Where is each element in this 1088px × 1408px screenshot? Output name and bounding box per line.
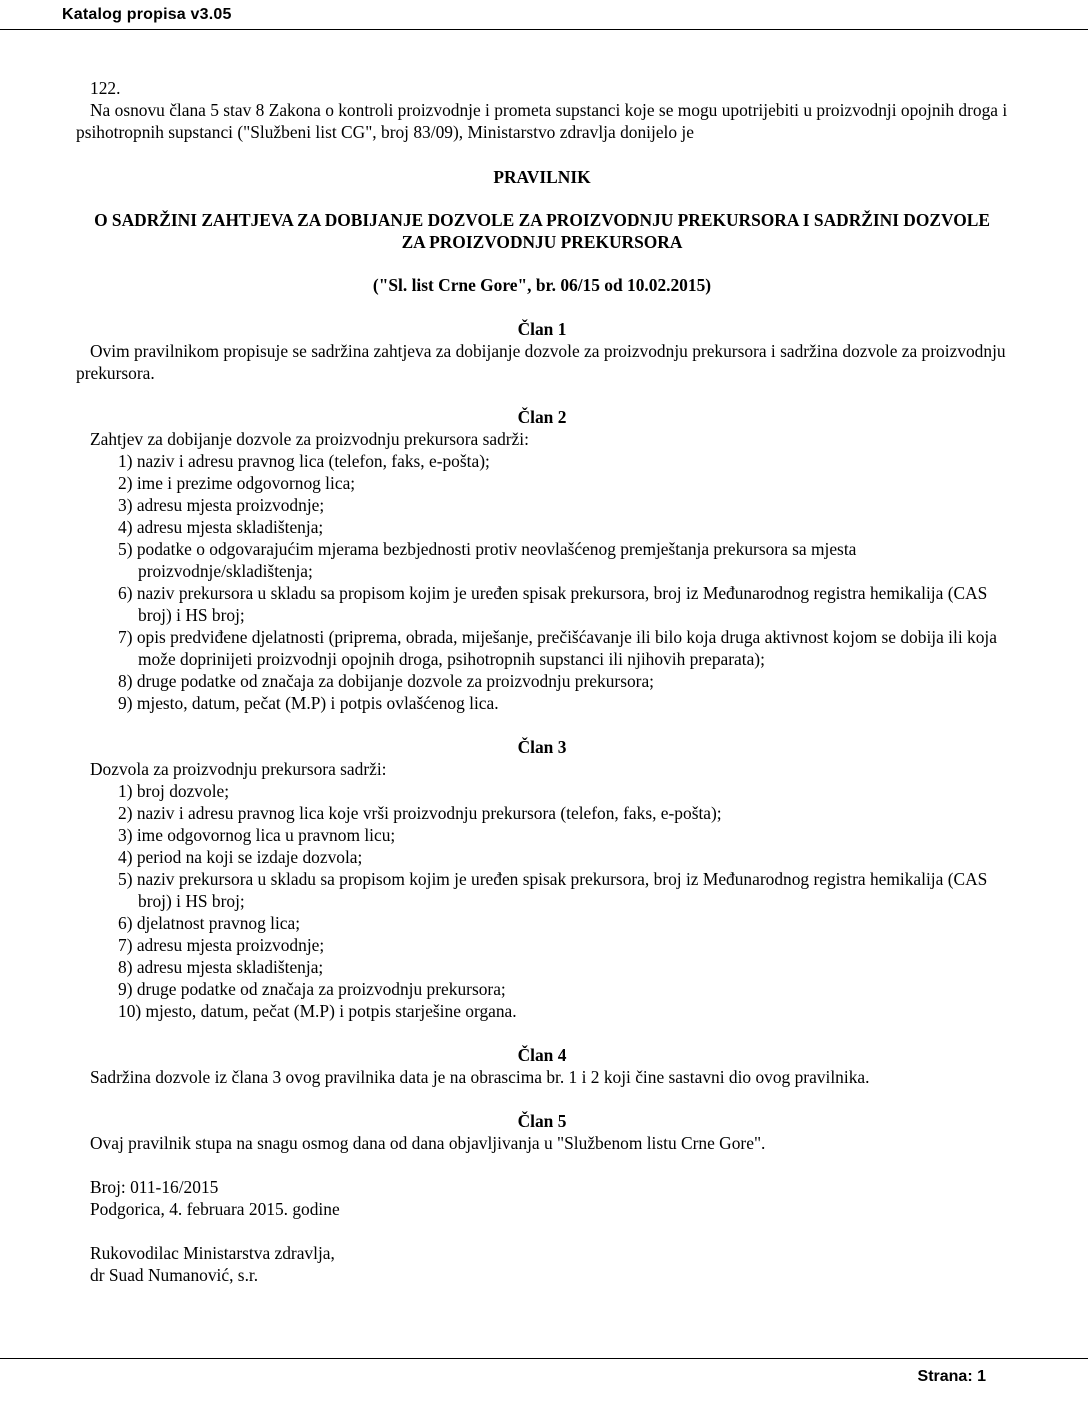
list-item: 4) adresu mjesta skladištenja; xyxy=(118,517,324,537)
article-2 xyxy=(76,406,1008,714)
document-number: 122. xyxy=(90,78,121,98)
list-item: 7) adresu mjesta proizvodnje; xyxy=(118,935,325,955)
header-divider xyxy=(0,29,1088,30)
article-5 xyxy=(76,1110,1008,1154)
list-item: 5) naziv prekursora u skladu sa propisom kojim je uređen spisak prekursora, broj iz Međunarodnog registra hemikalija (CAS broj) i HS broj; xyxy=(118,869,988,911)
article-text: Dozvola za proizvodnju prekursora sadrži: xyxy=(90,759,387,779)
article-3 xyxy=(76,736,1008,1022)
document-subtitle: O SADRŽINI ZAHTJEVA ZA DOBIJANJE DOZVOLE ZA PROIZVODNJU PREKURSORA I SADRŽINI DOZVOLE ZA PROIZVODNJU PREKURSORA xyxy=(94,210,990,252)
article-heading: Član 3 xyxy=(517,737,567,757)
gazette-reference: ("Sl. list Crne Gore", br. 06/15 od 10.02.2015) xyxy=(372,275,712,295)
article-items xyxy=(76,780,1008,1022)
article-text xyxy=(76,340,1008,384)
footer-divider xyxy=(0,1358,1088,1359)
document-title: PRAVILNIK xyxy=(493,167,591,187)
list-item: 4) period na koji se izdaje dozvola; xyxy=(118,847,363,867)
list-item: 5) podatke o odgovarajućim mjerama bezbjednosti protiv neovlašćenog premještanja prekursora sa mjesta proizvodnje/skladištenja; xyxy=(118,539,857,581)
list-item: 2) naziv i adresu pravnog lica koje vrši proizvodnju prekursora (telefon, faks, e-pošta); xyxy=(118,803,722,823)
spacer xyxy=(90,1220,1008,1242)
article-heading: Član 4 xyxy=(517,1045,567,1065)
preamble xyxy=(76,99,1008,143)
list-item: 6) naziv prekursora u skladu sa propisom kojim je uređen spisak prekursora, broj iz Međunarodnog registra hemikalija (CAS broj) i HS broj; xyxy=(118,583,988,625)
page-number: Strana: 1 xyxy=(917,1368,986,1385)
article-text: Ovaj pravilnik stupa na snagu osmog dana od dana objavljivanja u "Službenom listu Crne Gore". xyxy=(90,1133,766,1153)
closing-block xyxy=(76,1176,1008,1286)
article-text-content: Ovim pravilnikom propisuje se sadržina zahtjeva za dobijanje dozvole za proizvodnju prekursora i sadržina dozvole za proizvodnju prekursora. xyxy=(76,341,1006,383)
list-item: 8) adresu mjesta skladištenja; xyxy=(118,957,324,977)
article-text: Zahtjev za dobijanje dozvole za proizvodnju prekursora sadrži: xyxy=(90,429,529,449)
article-heading: Član 2 xyxy=(517,407,567,427)
signatory-title: Rukovodilac Ministarstva zdravlja, xyxy=(90,1243,335,1263)
article-items xyxy=(76,450,1008,714)
preamble-text: Na osnovu člana 5 stav 8 Zakona o kontroli proizvodnje i prometa supstanci koje se mogu upotrijebiti u proizvodnji opojnih droga i psihotropnih supstanci ("Službeni list CG", broj 83/09), Ministarstvo zdravlja donijelo je xyxy=(76,100,1008,142)
list-item: 1) broj dozvole; xyxy=(118,781,230,801)
list-item: 3) adresu mjesta proizvodnje; xyxy=(118,495,325,515)
article-heading: Član 1 xyxy=(517,319,567,339)
signatory-name: dr Suad Numanović, s.r. xyxy=(90,1265,259,1285)
article-1 xyxy=(76,318,1008,384)
list-item: 7) opis predviđene djelatnosti (priprema, obrada, miješanje, prečišćavanje ili bilo koja druga aktivnost kojom se dobija ili koja može doprinijeti proizvodnji opojnih droga, psihotropnih supstanci ili njihovih preparata); xyxy=(118,627,997,669)
header-title: Katalog propisa v3.05 xyxy=(62,6,232,23)
place-date: Podgorica, 4. februara 2015. godine xyxy=(90,1199,340,1219)
article-text: Sadržina dozvole iz člana 3 ovog pravilnika data je na obrascima br. 1 i 2 koji čine sastavni dio ovog pravilnika. xyxy=(90,1067,870,1087)
list-item: 1) naziv i adresu pravnog lica (telefon, faks, e-pošta); xyxy=(118,451,490,471)
list-item: 9) mjesto, datum, pečat (M.P) i potpis ovlašćenog lica. xyxy=(118,693,499,713)
list-item: 2) ime i prezime odgovornog lica; xyxy=(118,473,356,493)
list-item: 6) djelatnost pravnog lica; xyxy=(118,913,301,933)
document-body xyxy=(76,77,1008,1286)
list-item: 3) ime odgovornog lica u pravnom licu; xyxy=(118,825,396,845)
article-4 xyxy=(76,1044,1008,1088)
list-item: 8) druge podatke od značaja za dobijanje dozvole za proizvodnju prekursora; xyxy=(118,671,654,691)
article-heading: Član 5 xyxy=(517,1111,567,1131)
list-item: 10) mjesto, datum, pečat (M.P) i potpis starješine organa. xyxy=(118,1001,517,1021)
list-item: 9) druge podatke od značaja za proizvodnju prekursora; xyxy=(118,979,506,999)
reference-number: Broj: 011-16/2015 xyxy=(90,1177,219,1197)
